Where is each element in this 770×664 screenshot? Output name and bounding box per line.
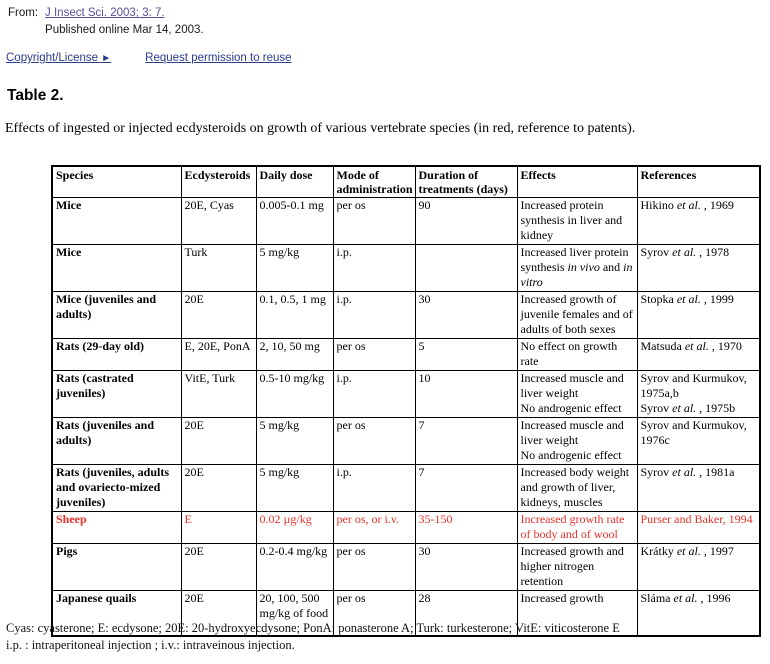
cell-species: Japanese quails (52, 591, 181, 636)
cell-effects: Increased growth rate of body and of wool (517, 512, 637, 544)
table-row (52, 418, 760, 465)
table-row (52, 371, 760, 418)
cell-daily-dose: 20, 100, 500 mg/kg of food (256, 591, 333, 636)
footnotes-block (6, 620, 766, 654)
table-row (52, 245, 760, 292)
column-header: Species (52, 166, 181, 198)
cell-mode-of-administration: per os (333, 198, 415, 245)
cell-effects: Increased growth of juvenile females and of adults of both sexes (517, 292, 637, 339)
cell-references: Sláma et al. , 1996 (637, 591, 760, 636)
cell-daily-dose: 0.1, 0.5, 1 mg (256, 292, 333, 339)
cell-ecdysteroids: 20E (181, 544, 256, 591)
cell-species: Rats (29-day old) (52, 339, 181, 371)
cell-species: Rats (juveniles and adults) (52, 418, 181, 465)
cell-references: Stopka et al. , 1999 (637, 292, 760, 339)
cell-duration: 30 (415, 292, 517, 339)
table-head (52, 166, 760, 198)
table-caption: Effects of ingested or injected ecdysteroids on growth of various vertebrate species (in red, reference to patents). (5, 121, 636, 136)
source-block (8, 6, 204, 37)
cell-references: Hikino et al. , 1969 (637, 198, 760, 245)
column-header: Ecdysteroids (181, 166, 256, 198)
cell-ecdysteroids: 20E (181, 465, 256, 512)
cell-mode-of-administration: i.p. (333, 371, 415, 418)
cell-daily-dose: 0.2-0.4 mg/kg (256, 544, 333, 591)
cell-daily-dose: 5 mg/kg (256, 418, 333, 465)
cell-duration (415, 245, 517, 292)
cell-references: Syrov and Kurmukov, 1976c (637, 418, 760, 465)
cell-effects: No effect on growth rate (517, 339, 637, 371)
cell-references: Purser and Baker, 1994 (637, 512, 760, 544)
footnote-line: i.p. : intraperitoneal injection ; i.v.: intraveinous injection. (6, 638, 295, 652)
cell-effects: Increased body weight and growth of liver, kidneys, muscles (517, 465, 637, 512)
cell-effects: Increased liver protein synthesis in vivo and in vitro (517, 245, 637, 292)
copyright-license-link[interactable] (6, 52, 111, 64)
published-date-text: Published online Mar 14, 2003. (45, 24, 204, 36)
cell-effects: Increased protein synthesis in liver and kidney (517, 198, 637, 245)
cell-mode-of-administration: i.p. (333, 245, 415, 292)
column-header: References (637, 166, 760, 198)
cell-species: Mice (52, 245, 181, 292)
cell-daily-dose: 5 mg/kg (256, 245, 333, 292)
cell-duration: 35-150 (415, 512, 517, 544)
column-header: Effects (517, 166, 637, 198)
cell-ecdysteroids: 20E, Cyas (181, 198, 256, 245)
column-header: Mode of administration (333, 166, 415, 198)
cell-daily-dose: 0.005-0.1 mg (256, 198, 333, 245)
cell-references: Matsuda et al. , 1970 (637, 339, 760, 371)
cell-duration: 7 (415, 418, 517, 465)
cell-daily-dose: 0.02 µg/kg (256, 512, 333, 544)
cell-daily-dose: 2, 10, 50 mg (256, 339, 333, 371)
ecdysteroids-table (51, 165, 761, 637)
table-row (52, 339, 760, 371)
request-permission-link[interactable]: Request permission to reuse (145, 52, 292, 64)
source-content (45, 6, 204, 37)
copyright-license-label: Copyright/License (6, 52, 99, 64)
cell-daily-dose: 0.5-10 mg/kg (256, 371, 333, 418)
cell-duration: 28 (415, 591, 517, 636)
cell-duration: 10 (415, 371, 517, 418)
cell-mode-of-administration: per os (333, 339, 415, 371)
cell-ecdysteroids: 20E (181, 591, 256, 636)
cell-references: Syrov et al. , 1981a (637, 465, 760, 512)
table-container (51, 165, 761, 637)
cell-mode-of-administration: i.p. (333, 292, 415, 339)
journal-source-link[interactable]: J Insect Sci. 2003; 3: 7. (45, 7, 165, 19)
table-row (52, 544, 760, 591)
cell-mode-of-administration: i.p. (333, 465, 415, 512)
cell-species: Sheep (52, 512, 181, 544)
cell-species: Mice (52, 198, 181, 245)
cell-species: Mice (juveniles and adults) (52, 292, 181, 339)
cell-mode-of-administration: per os, or i.v. (333, 512, 415, 544)
column-header: Duration of treatments (days) (415, 166, 517, 198)
cell-effects: Increased muscle and liver weight No androgenic effect (517, 418, 637, 465)
table-body (52, 198, 760, 636)
table-title: Table 2. (7, 87, 64, 104)
cell-mode-of-administration: per os (333, 418, 415, 465)
cell-ecdysteroids: VitE, Turk (181, 371, 256, 418)
cell-species: Pigs (52, 544, 181, 591)
cell-ecdysteroids: E, 20E, PonA (181, 339, 256, 371)
table-row (52, 292, 760, 339)
cell-references: Syrov and Kurmukov, 1975a,b Syrov et al. , 1975b (637, 371, 760, 418)
cell-effects: Increased growth (517, 591, 637, 636)
column-header: Daily dose (256, 166, 333, 198)
cell-ecdysteroids: Turk (181, 245, 256, 292)
footnote-line: Cyas: cyasterone; E: ecdysone; 20E: 20-hydroxyecdysone; PonA: ponasterone A; Turk: turkesterone; VitE: viticosterone E (6, 621, 620, 635)
from-label: From: (8, 7, 39, 19)
cell-mode-of-administration: per os (333, 591, 415, 636)
cell-ecdysteroids: 20E (181, 418, 256, 465)
cell-species: Rats (castrated juveniles) (52, 371, 181, 418)
cell-ecdysteroids: 20E (181, 292, 256, 339)
cell-daily-dose: 5 mg/kg (256, 465, 333, 512)
cell-effects: Increased muscle and liver weight No androgenic effect (517, 371, 637, 418)
header-row (52, 166, 760, 198)
cell-ecdysteroids: E (181, 512, 256, 544)
license-links-row (6, 51, 292, 66)
cell-species: Rats (juveniles, adults and ovariecto-mized juveniles) (52, 465, 181, 512)
table-row (52, 465, 760, 512)
table-row (52, 198, 760, 245)
cell-duration: 90 (415, 198, 517, 245)
table-row (52, 512, 760, 544)
cell-references: Krátky et al. , 1997 (637, 544, 760, 591)
cell-duration: 30 (415, 544, 517, 591)
cell-duration: 5 (415, 339, 517, 371)
cell-mode-of-administration: per os (333, 544, 415, 591)
cell-duration: 7 (415, 465, 517, 512)
arrow-right-icon: ► (101, 53, 112, 64)
cell-references: Syrov et al. , 1978 (637, 245, 760, 292)
cell-effects: Increased growth and higher nitrogen retention (517, 544, 637, 591)
